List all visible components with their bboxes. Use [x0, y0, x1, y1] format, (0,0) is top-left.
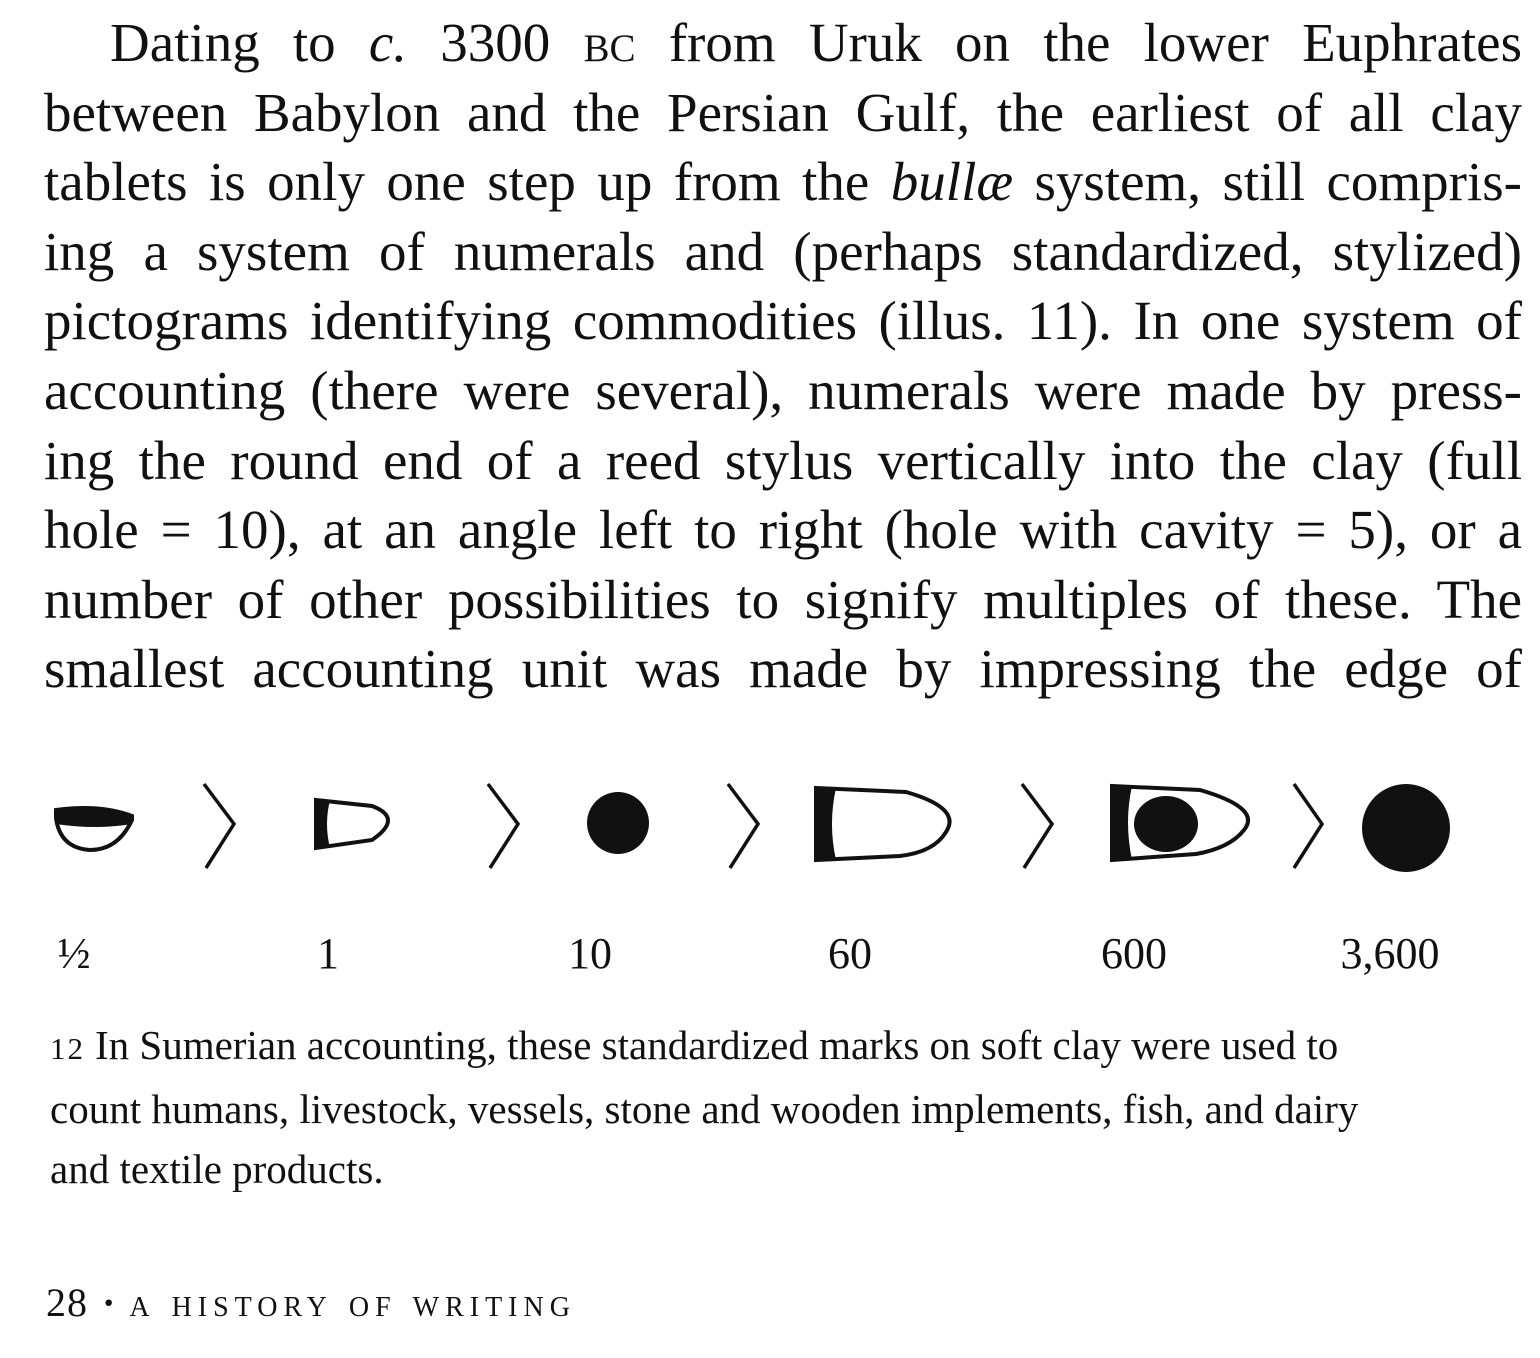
body-text-run: 3300	[407, 12, 584, 73]
body-line	[44, 426, 1522, 496]
ten-mark-shape	[587, 792, 649, 854]
body-line	[44, 8, 1522, 78]
half-mark-label: ½	[57, 929, 91, 978]
separator-arrow-2	[488, 784, 518, 868]
three-thousand-six-hundred-mark-shape	[1362, 784, 1450, 872]
caption-text-1: In Sumerian accounting, these standardized marks on soft clay were used to	[95, 1022, 1339, 1068]
body-line	[44, 78, 1522, 148]
numeral-figure	[0, 760, 1540, 990]
figure-caption	[50, 1015, 1490, 1199]
body-text-run: tablets is only one step up from the	[44, 151, 891, 213]
one-mark-label: 1	[317, 929, 339, 978]
body-line	[44, 634, 1522, 704]
body-text-run: bc	[583, 12, 636, 73]
six-hundred-mark-shape	[1110, 786, 1248, 860]
ten-mark-label: 10	[568, 929, 612, 978]
separator-arrow-5	[1294, 784, 1322, 868]
sixty-mark-shape	[814, 788, 950, 860]
three-thousand-six-hundred-mark-label: 3,600	[1340, 929, 1440, 978]
body-text-run: between Babylon and the Persian Gulf, the earliest of all clay	[44, 81, 1522, 143]
sixty-mark-label: 60	[828, 929, 872, 978]
body-paragraph	[44, 8, 1522, 704]
body-line	[44, 495, 1522, 565]
caption-line-2: count humans, livestock, vessels, stone and wooden implements, fish, and dairy	[50, 1086, 1359, 1132]
body-text-run: Dating to	[110, 12, 369, 73]
separator-arrow-3	[728, 784, 758, 868]
separator-arrow-4	[1022, 784, 1052, 868]
body-text-run: ing the round end of a reed stylus vertically into the clay (full	[44, 429, 1522, 491]
body-text-run: bullæ	[890, 151, 1014, 213]
body-text-run: number of other possibilities to signify multiples of these. The	[44, 568, 1522, 630]
numeral-marks-svg	[0, 760, 1540, 990]
body-text-run: system, still compris-	[1013, 151, 1522, 213]
footer-separator: ·	[102, 1280, 116, 1325]
body-line	[44, 217, 1522, 287]
body-line	[44, 565, 1522, 635]
figure-number: 12	[50, 1031, 85, 1066]
page-number: 28	[46, 1280, 88, 1325]
body-text-run: accounting (there were several), numerals were made by press-	[44, 359, 1522, 421]
caption-line-1	[50, 1015, 1490, 1079]
body-line	[44, 356, 1522, 426]
body-text-run: from Uruk on the lower Euphrates	[635, 12, 1522, 73]
half-mark-shape	[56, 808, 132, 850]
body-line	[44, 147, 1522, 217]
one-mark-shape	[314, 800, 388, 848]
body-text-run: hole = 10), at an angle left to right (hole with cavity = 5), or a	[44, 499, 1522, 561]
running-footer	[46, 1278, 576, 1328]
body-text-run: pictograms identifying commodities (illus. 11). In one system of	[44, 290, 1522, 352]
body-text-run: smallest accounting unit was made by impressing the edge of	[44, 638, 1522, 700]
six-hundred-mark-label: 600	[1101, 929, 1167, 978]
body-line	[44, 286, 1522, 356]
body-text-run: c.	[368, 12, 408, 73]
running-title: a history of writing	[129, 1280, 576, 1325]
caption-line-3: and textile products.	[50, 1146, 384, 1192]
separator-arrow-1	[204, 784, 234, 868]
body-text-run: ing a system of numerals and (perhaps standardized, stylized)	[44, 220, 1522, 282]
